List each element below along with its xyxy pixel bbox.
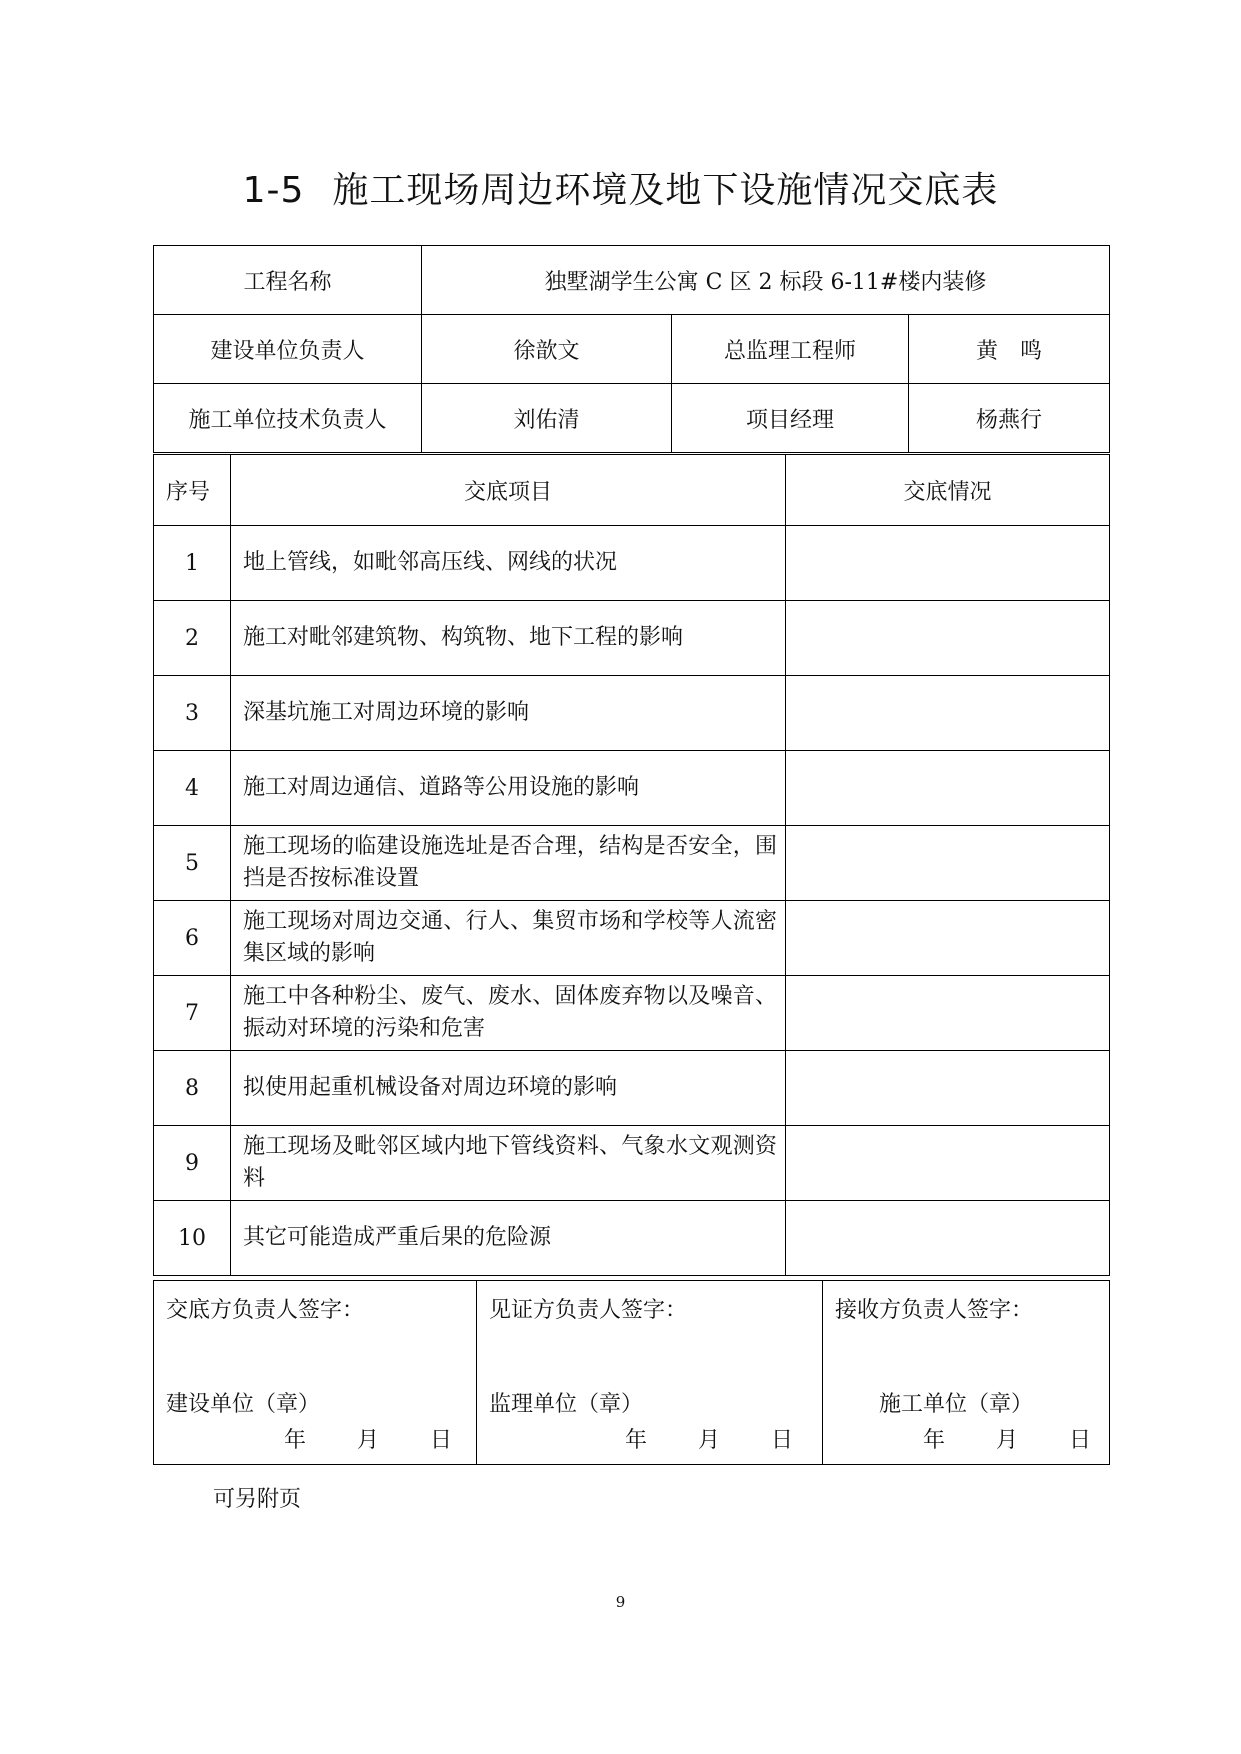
row-no: 10	[154, 1201, 231, 1276]
table-row	[154, 1051, 1110, 1126]
items-header-row	[154, 455, 1110, 526]
table-row	[154, 751, 1110, 826]
signature-cell-left[interactable]	[154, 1281, 477, 1465]
signature-unit-left: 建设单位（章）	[166, 1392, 321, 1417]
row-no: 4	[154, 751, 231, 826]
row-status-cell[interactable]	[786, 526, 1110, 601]
row-item: 施工中各种粉尘、废气、废水、固体废弃物以及噪音、振动对环境的污染和危害	[231, 976, 786, 1051]
row-item: 施工现场及毗邻区域内地下管线资料、气象水文观测资料	[231, 1126, 786, 1201]
day-label: 日	[1069, 1428, 1092, 1453]
builder-row	[154, 315, 1110, 384]
builder-label: 建设单位负责人	[154, 315, 422, 384]
day-label: 日	[430, 1428, 453, 1453]
row-status-cell[interactable]	[786, 1051, 1110, 1126]
row-no: 1	[154, 526, 231, 601]
row-status-cell[interactable]	[786, 751, 1110, 826]
day-label: 日	[771, 1428, 794, 1453]
row-item: 施工现场对周边交通、行人、集贸市场和学校等人流密集区域的影响	[231, 901, 786, 976]
signature-unit-right: 施工单位（章）	[879, 1392, 1034, 1417]
disclosure-items-table	[153, 454, 1110, 1276]
row-item: 深基坑施工对周边环境的影响	[231, 676, 786, 751]
row-no: 2	[154, 601, 231, 676]
signature-unit-middle: 监理单位（章）	[489, 1392, 644, 1417]
signature-title-left: 交底方负责人签字：	[166, 1298, 365, 1323]
page-number: 9	[615, 1593, 626, 1611]
col-no-header: 序号	[154, 455, 231, 526]
contractor-label: 施工单位技术负责人	[154, 384, 422, 453]
row-no: 3	[154, 676, 231, 751]
signature-row	[154, 1281, 1110, 1465]
table-row	[154, 601, 1110, 676]
project-info-table	[153, 245, 1110, 453]
title-code: 1-5	[242, 170, 305, 211]
row-status-cell[interactable]	[786, 676, 1110, 751]
row-item: 施工对周边通信、道路等公用设施的影响	[231, 751, 786, 826]
attachment-note: 可另附页	[213, 1487, 302, 1512]
row-no: 5	[154, 826, 231, 901]
table-row	[154, 826, 1110, 901]
contractor-row	[154, 384, 1110, 453]
supervisor-label: 总监理工程师	[672, 315, 909, 384]
signature-date-right	[923, 1423, 1091, 1454]
signature-table	[153, 1280, 1110, 1465]
table-row	[154, 1201, 1110, 1276]
row-status-cell[interactable]	[786, 976, 1110, 1051]
project-name-value: 独墅湖学生公寓 C 区 2 标段 6-11#楼内装修	[422, 246, 1110, 315]
year-label: 年	[923, 1428, 946, 1453]
row-status-cell[interactable]	[786, 1126, 1110, 1201]
signature-cell-right[interactable]	[823, 1281, 1110, 1465]
row-status-cell[interactable]	[786, 826, 1110, 901]
signature-title-right: 接收方负责人签字：	[835, 1298, 1034, 1323]
row-item: 施工现场的临建设施选址是否合理，结构是否安全，围挡是否按标准设置	[231, 826, 786, 901]
row-item: 拟使用起重机械设备对周边环境的影响	[231, 1051, 786, 1126]
row-status-cell[interactable]	[786, 601, 1110, 676]
project-name-label: 工程名称	[154, 246, 422, 315]
title-text: 施工现场周边环境及地下设施情况交底表	[332, 170, 999, 211]
page-title	[0, 162, 1241, 213]
signature-cell-middle[interactable]	[477, 1281, 823, 1465]
row-no: 8	[154, 1051, 231, 1126]
supervisor-value: 黄 鸣	[909, 315, 1110, 384]
signature-date-middle	[625, 1423, 793, 1454]
year-label: 年	[284, 1428, 307, 1453]
table-row	[154, 976, 1110, 1051]
row-item: 施工对毗邻建筑物、构筑物、地下工程的影响	[231, 601, 786, 676]
row-item: 地上管线，如毗邻高压线、网线的状况	[231, 526, 786, 601]
table-row	[154, 1126, 1110, 1201]
col-status-header: 交底情况	[786, 455, 1110, 526]
pm-value: 杨燕行	[909, 384, 1110, 453]
row-no: 7	[154, 976, 231, 1051]
contractor-value: 刘佑清	[422, 384, 672, 453]
row-no: 6	[154, 901, 231, 976]
pm-label: 项目经理	[672, 384, 909, 453]
row-status-cell[interactable]	[786, 901, 1110, 976]
year-label: 年	[625, 1428, 648, 1453]
table-row	[154, 526, 1110, 601]
month-label: 月	[996, 1428, 1019, 1453]
signature-date-left	[284, 1423, 452, 1454]
row-no: 9	[154, 1126, 231, 1201]
table-row	[154, 676, 1110, 751]
signature-title-middle: 见证方负责人签字：	[489, 1298, 688, 1323]
project-name-row	[154, 246, 1110, 315]
row-item: 其它可能造成严重后果的危险源	[231, 1201, 786, 1276]
month-label: 月	[698, 1428, 721, 1453]
col-item-header: 交底项目	[231, 455, 786, 526]
row-status-cell[interactable]	[786, 1201, 1110, 1276]
builder-value: 徐歆文	[422, 315, 672, 384]
table-row	[154, 901, 1110, 976]
month-label: 月	[357, 1428, 380, 1453]
